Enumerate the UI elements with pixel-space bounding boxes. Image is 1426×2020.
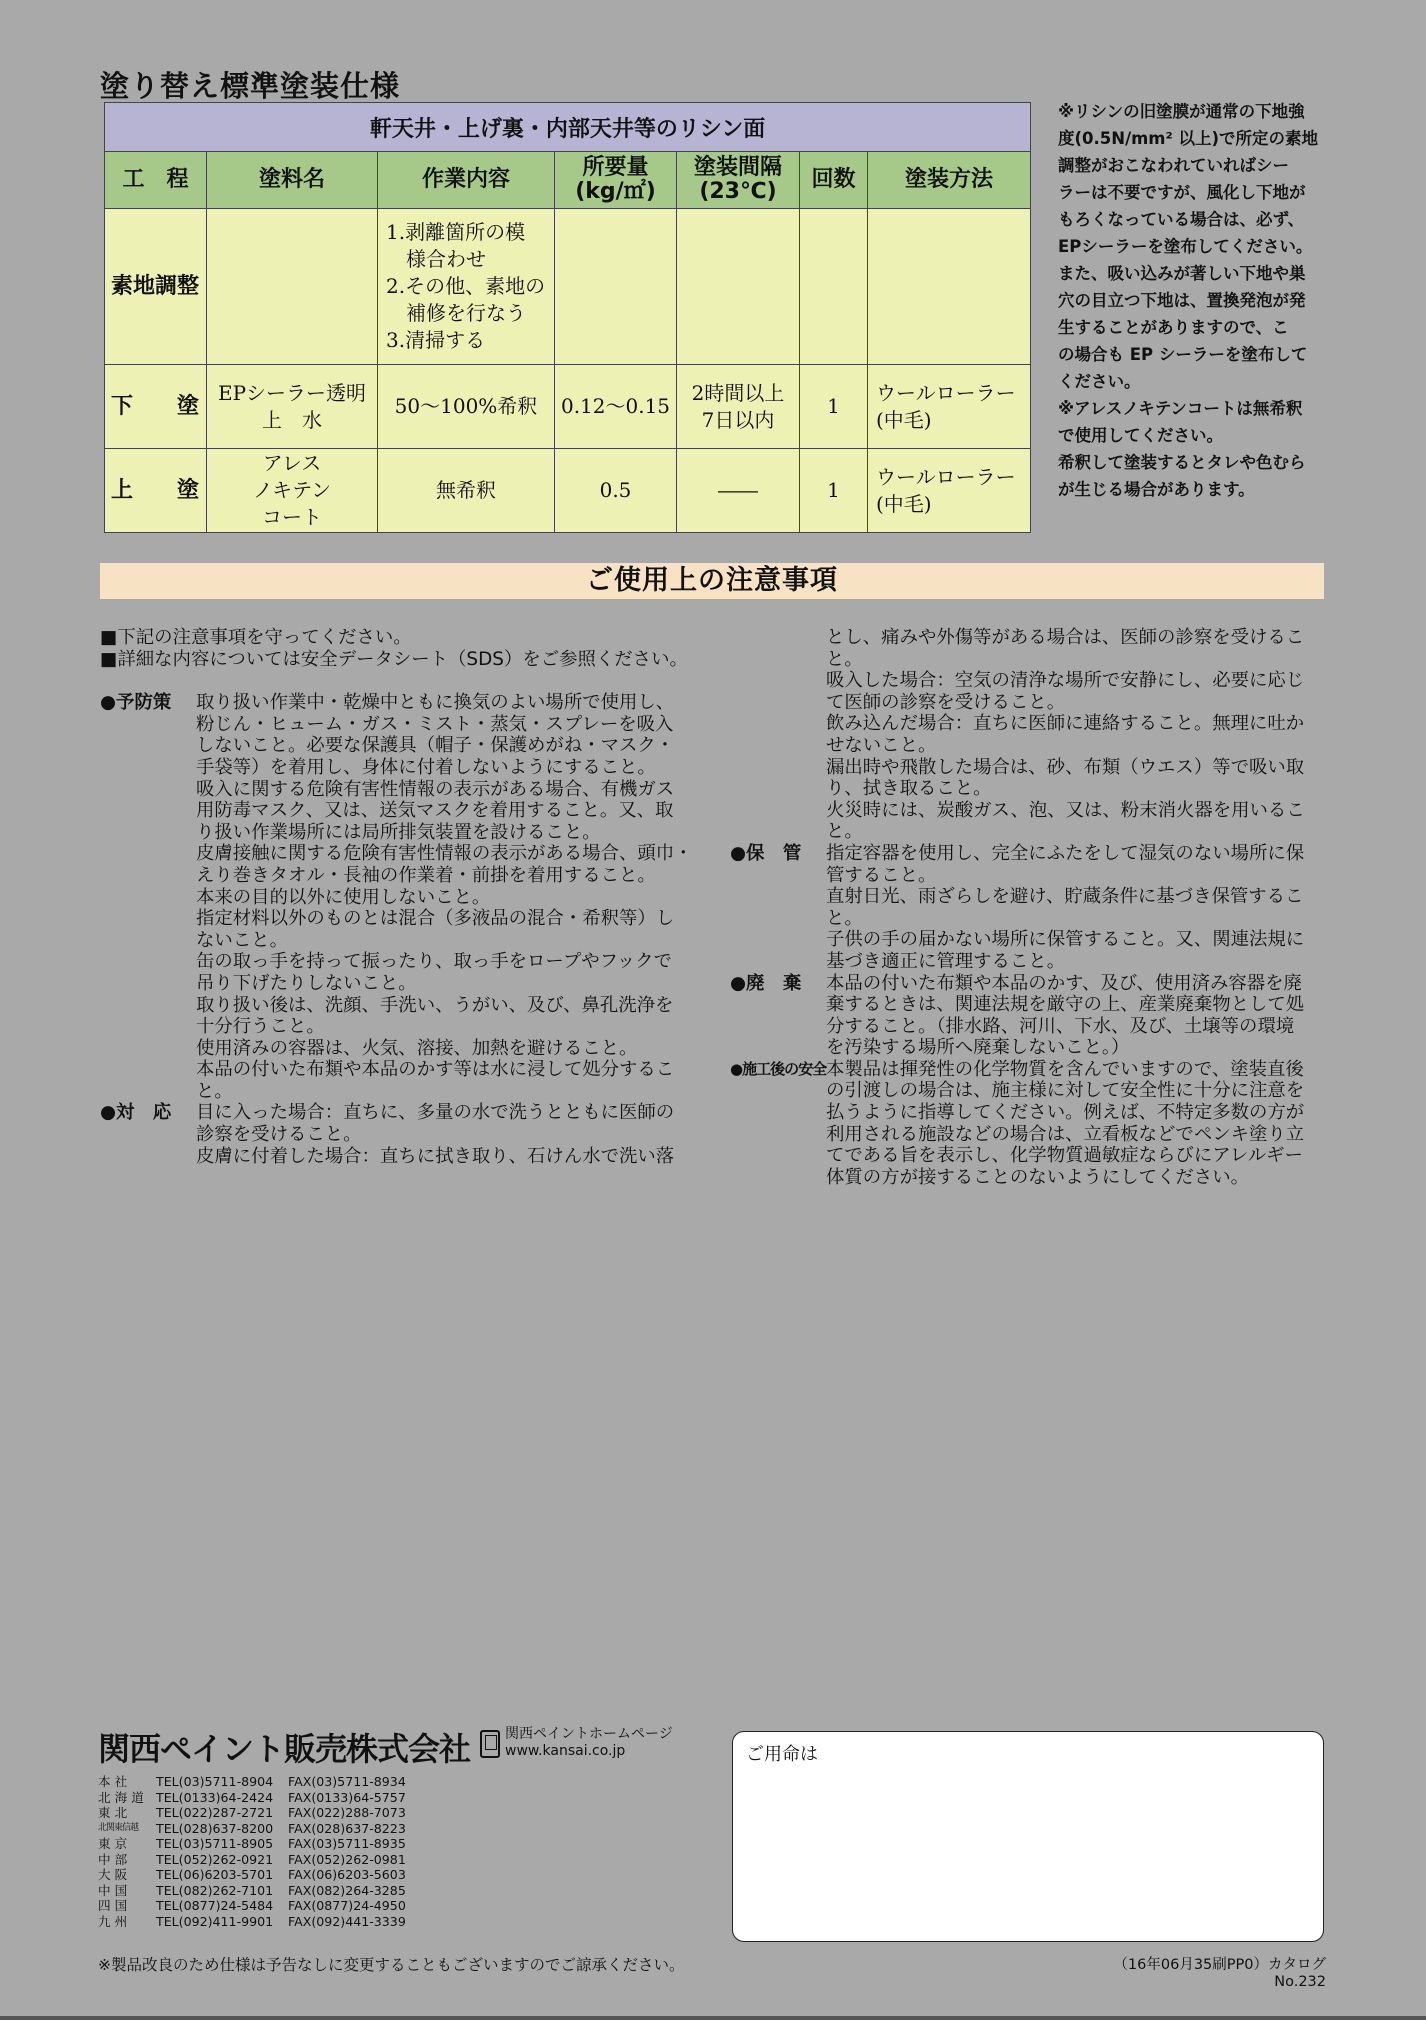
cell-interval: ―― xyxy=(677,449,800,533)
cell-work: 無希釈 xyxy=(378,449,555,533)
cell-amount: 0.5 xyxy=(555,449,677,533)
response-continuation: とし、痛みや外傷等がある場合は、医師の診察を受けること。 吸入した場合：空気の清浄な場所で安静にし、必要に応じ て医師の診察を受けること。 飲み込んだ場合：直ちに医師に連絡すること。無理に吐か せないこと。 漏出時や飛散した場合は、砂、布類（ウエス）等で吸い取 り、拭き取ること。 火災時には、炭酸ガス、泡、又は、粉末消火器を用いること。 xyxy=(826,627,1305,843)
table-row xyxy=(105,365,1031,449)
cell-paint: EPシーラー透明 上 水 xyxy=(207,365,378,449)
office-row: 東京 TEL(03)5711-8905 FAX(03)5711-8935 xyxy=(98,1836,406,1851)
section-text: 目に入った場合：直ちに、多量の水で洗うとともに医師の 診察を受けること。 皮膚に付着した場合：直ちに拭き取り、石けん水で洗い落 xyxy=(196,1102,675,1167)
cell-work: 50〜100%希釈 xyxy=(378,365,555,449)
section-label: ●保 管 xyxy=(730,842,802,864)
cell-paint: アレス ノキテン コート xyxy=(207,449,378,533)
header-amount: 所要量 (kg/㎡) xyxy=(555,152,677,209)
header-interval: 塗装間隔 (23℃) xyxy=(677,152,800,209)
cell-paint xyxy=(207,209,378,365)
caution-section-post-safety xyxy=(730,1059,1330,1189)
homepage-link[interactable]: 関西ペイントホームページ www.kansai.co.jp xyxy=(505,1726,673,1759)
caution-right-column xyxy=(730,627,1330,1188)
office-row: 大阪 TEL(06)6203-5701 FAX(06)6203-5603 xyxy=(98,1867,406,1882)
spec-table xyxy=(104,102,1031,533)
table-caption: 軒天井・上げ裏・内部天井等のリシン面 xyxy=(105,103,1031,152)
cell-step: 上 塗 xyxy=(105,449,207,533)
caution-heading: ご使用上の注意事項 xyxy=(100,563,1324,599)
office-row: 中国 TEL(082)262-7101 FAX(082)264-3285 xyxy=(98,1882,406,1898)
caution-intro: ■下記の注意事項を守ってください。 ■詳細な内容については安全データシート（SDS）をご参照ください。 xyxy=(100,627,688,670)
mobile-icon xyxy=(480,1730,500,1758)
office-list xyxy=(98,1774,406,1929)
cell-method: ウールローラー (中毛) xyxy=(868,449,1031,533)
cell-amount xyxy=(555,209,677,365)
section-text: 取り扱い作業中・乾燥中ともに換気のよい場所で使用し、 粉じん・ヒューム・ガス・ミスト・蒸気・スプレーを吸入 しないこと。必要な保護具（帽子・保護めがね・マスク・ 手袋等）を着用し、身体に付着しないようにすること。 吸入に関する危険有害性情報の表示がある場合、有機ガス 用防毒マスク、又は、送気マスクを着用すること。又、取 り扱い作業場所には局所排気装置を設けること。 皮膚接触に関する危険有害性情報の表示がある場合、頭巾・ えり巻きタオル・長袖の作業着・前掛を着用すること。 本来の目的以外に使用しないこと。 指定材料以外のものとは混合（多液品の混合・希釈等）し ないこと。 缶の取っ手を持って振ったり、取っ手をロープやフックで 吊り下げたりしないこと。 取り扱い後は、洗顔、手洗い、うがい、及び、鼻孔洗浄を 十分行うこと。 使用済みの容器は、火気、溶接、加熱を避けること。 本品の付いた布類や本品のかす等は水に浸して処分するこ と。 xyxy=(196,692,693,1102)
cell-step: 下 塗 xyxy=(105,365,207,449)
header-method: 塗装方法 xyxy=(868,152,1031,209)
side-note: ※リシンの旧塗膜が通常の下地強 度(0.5N/mm² 以上)で所定の素地 調整がおこなわれていればシー ラーは不要ですが、風化し下地が もろくなっている場合は、必ず、 EPシーラーを塗布してください。 また、吸い込みが著しい下地や巣 穴の目立つ下地は、置換発泡が発 生することがありますので、こ の場合も EP シーラーを塗布して ください。 ※アレスノキテンコートは無希釈 で使用してください。 希釈して塗装するとタレや色むら が生じる場合があります。 xyxy=(1058,102,1319,499)
section-label: ●廃 棄 xyxy=(730,972,802,994)
cell-interval: 2時間以上 7日以内 xyxy=(677,365,800,449)
section-text: 本製品は揮発性の化学物質を含んでいますので、塗装直後 の引渡しの場合は、施主様に対して安全性に十分に注意を 払うように指導してください。例えば、不特定多数の方が 利用される施設などの場合は、立看板などでペンキ塗り立 てである旨を表示し、化学物質過敏症ならびにアレルギー 体質の方が接することのないようにしてください。 xyxy=(826,1058,1305,1188)
cell-times: 1 xyxy=(800,449,868,533)
header-paint: 塗料名 xyxy=(207,152,378,209)
section-label: ●対 応 xyxy=(100,1102,172,1124)
office-row: 東北 TEL(022)287-2721 FAX(022)288-7073 xyxy=(98,1805,406,1820)
header-times: 回数 xyxy=(800,152,868,209)
caution-section-prevention xyxy=(100,692,700,1102)
cell-work: 1.剥離箇所の模 様合わせ 2.その他、素地の 補修を行なう 3.清掃する xyxy=(378,209,555,365)
office-row: 四国 TEL(0877)24-5484 FAX(0877)24-4950 xyxy=(98,1898,406,1913)
cell-method xyxy=(868,209,1031,365)
dealer-stamp-box xyxy=(732,1731,1324,1942)
cell-times xyxy=(800,209,868,365)
caution-section-disposal xyxy=(730,973,1330,1059)
bottom-divider xyxy=(0,2016,1426,2020)
header-step: 工 程 xyxy=(105,152,207,209)
caution-section-response xyxy=(100,1102,700,1167)
disclaimer-note: ※製品改良のため仕様は予告なしに変更することもございますのでご諒承ください。 xyxy=(98,1956,685,1974)
office-row: 北海道 TEL(0133)64-2424 FAX(0133)64-5757 xyxy=(98,1789,406,1805)
table-row xyxy=(105,449,1031,533)
table-row xyxy=(105,209,1031,365)
cell-step: 素地調整 xyxy=(105,209,207,365)
caution-section-storage xyxy=(730,843,1330,973)
cell-interval xyxy=(677,209,800,365)
office-row: 本社 TEL(03)5711-8904 FAX(03)5711-8934 xyxy=(98,1774,406,1789)
company-logo: 関西ペイント販売株式会社 xyxy=(98,1730,471,1768)
section-label: ●予防策 xyxy=(100,692,172,714)
page-title: 塗り替え標準塗装仕様 xyxy=(100,69,401,103)
cell-amount: 0.12〜0.15 xyxy=(555,365,677,449)
cell-method: ウールローラー (中毛) xyxy=(868,365,1031,449)
dealer-box-label: ご用命は xyxy=(746,1744,818,1765)
caution-left-column xyxy=(100,627,700,1167)
office-row: 北関東信越 TEL(028)637-8200 FAX(028)637-8223 xyxy=(98,1820,406,1836)
office-row: 九州 TEL(092)411-9901 FAX(092)441-3339 xyxy=(98,1913,406,1929)
cell-times: 1 xyxy=(800,365,868,449)
section-text: 本品の付いた布類や本品のかす、及び、使用済み容器を廃 棄するときは、関連法規を厳守の上、産業廃棄物として処 分すること。（排水路、河川、下水、及び、土壌等の環境 を汚染する場所へ廃棄しないこと。） xyxy=(826,972,1305,1059)
office-row: 中部 TEL(052)262-0921 FAX(052)262-0981 xyxy=(98,1851,406,1867)
catalog-number: （16年06月35刷PP0）カタログNo.232 xyxy=(1113,1957,1326,1990)
section-text: 指定容器を使用し、完全にふたをして湿気のない場所に保 管すること。 直射日光、雨ざらしを避け、貯蔵条件に基づき保管するこ と。 子供の手の届かない場所に保管すること。又、関連法規に 基づき適正に管理すること。 xyxy=(826,842,1305,972)
header-work: 作業内容 xyxy=(378,152,555,209)
section-label: ●施工後の安全 xyxy=(730,1059,827,1078)
